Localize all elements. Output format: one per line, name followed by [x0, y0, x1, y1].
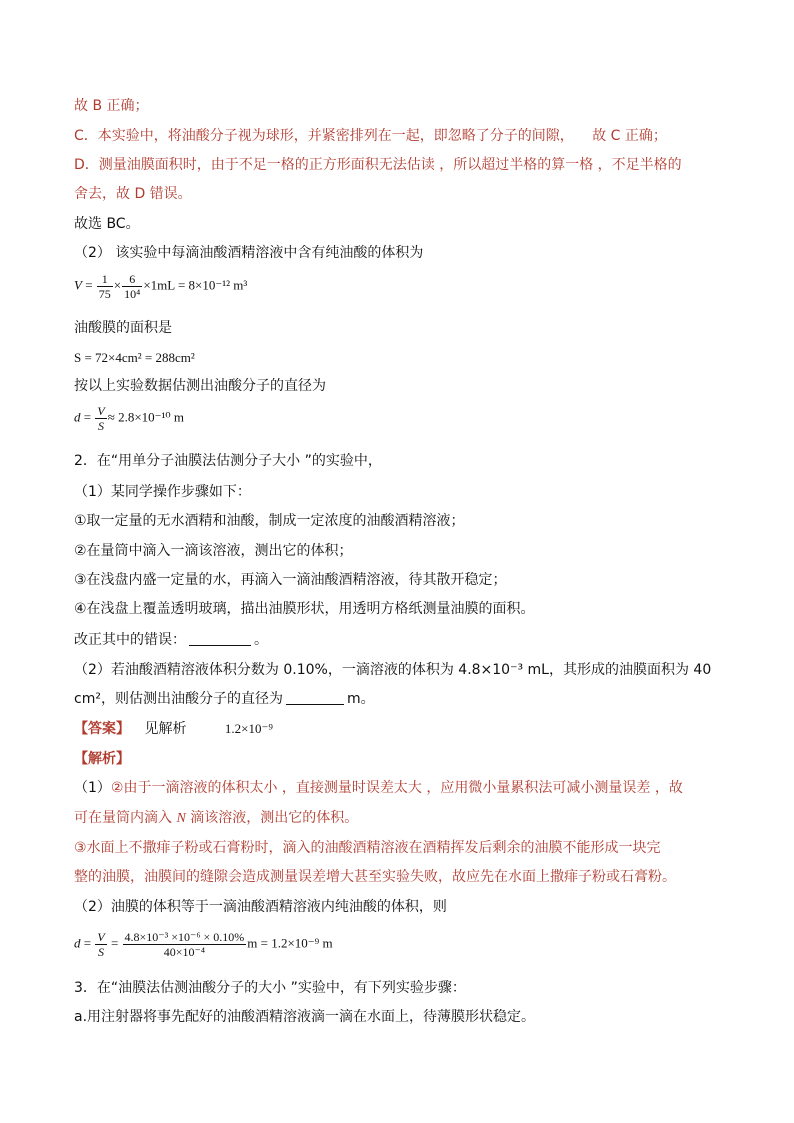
numerator: 1 [97, 272, 113, 287]
text-fragment: ②由于一滴溶液的体积太小 ，直接测量时误差太大 ，应用微小量累积法可减小测量误差 ，故 [110, 780, 683, 796]
numerator: 4.8×10⁻³ ×10⁻⁶ × 0.10% [124, 930, 245, 944]
answer-value: 1.2×10⁻⁹ [224, 721, 273, 736]
eq-symbol: V [74, 277, 82, 293]
step-item: ②在量筒中滴入一滴该溶液，测出它的体积； [74, 543, 353, 559]
answer-blank [189, 631, 251, 646]
text-line [74, 778, 683, 798]
equation-diameter-result [74, 930, 333, 959]
text-line [74, 808, 358, 829]
text-line: （2） 该实验中每滴油酸酒精溶液中含有纯油酸的体积为 [74, 245, 424, 261]
step-item: ④在浅盘上覆盖透明玻璃，描出油膜形状，用透明方格纸测量油膜的面积。 [74, 601, 535, 617]
text-fragment: 。 [254, 632, 268, 648]
fraction [123, 930, 247, 959]
numerator: V [97, 930, 105, 944]
variable-n: N [176, 811, 186, 826]
answer-blank [286, 690, 344, 705]
step-item: a.用注射器将事先配好的油酸酒精溶液滴一滴在水面上，待薄膜形状稳定。 [74, 1009, 536, 1025]
answer-label: 【答案】 [74, 721, 130, 737]
text-line: 舍去，故 D 错误。 [74, 186, 192, 202]
denominator: 40×10⁻⁴ [163, 945, 206, 959]
text-line [74, 689, 375, 709]
eq-text: × [113, 277, 122, 293]
fraction [95, 930, 106, 959]
text-line [74, 126, 667, 146]
step-item: ①取一定量的无水酒精和油酸，制成一定浓度的油酸酒精溶液； [74, 513, 465, 529]
text-fragment: 改正其中的错误： [74, 632, 186, 648]
text-fragment: C．本实验中，将油酸分子视为球形，并紧密排列在一起，即忽略了分子的间隙， [74, 128, 574, 144]
eq-text: ≈ 2.8×10⁻¹⁰ m [107, 409, 184, 425]
step-item: ③在浅盘内盛一定量的水，再滴入一滴油酸酒精溶液，待其散开稳定； [74, 572, 507, 588]
eq-text: = [81, 277, 96, 293]
denominator: 10⁴ [124, 287, 141, 301]
answer-text: 见解析 [144, 721, 187, 737]
equation-area: S = 72×4cm² = 288cm² [74, 350, 195, 365]
text-line: （2）油膜的体积等于一滴油酸酒精溶液内纯油酸的体积，则 [74, 899, 447, 915]
text-fragment: cm²，则估测出油酸分子的直径为 [74, 691, 283, 707]
text-fragment: 可在量筒内滴入 [74, 810, 177, 826]
text-line: （2）若油酸酒精溶液体积分数为 0.10%，一滴溶液的体积为 4.8×10⁻³ mL，其形成的油膜面积为 40 [74, 662, 712, 678]
text-fragment: 滴该溶液，测出它的体积。 [185, 810, 359, 826]
numerator: 6 [122, 272, 142, 287]
text-line: （1）某同学操作步骤如下： [74, 484, 251, 500]
text-line: 故 B 正确； [74, 98, 149, 114]
fraction [97, 272, 113, 301]
eq-symbol: d [74, 935, 81, 951]
eq-text: = [80, 935, 95, 951]
text-line: D．测量油膜面积时，由于不足一格的正方形面积无法估读 ，所以超过半格的算一格 ，不足半格的 [74, 157, 682, 173]
text-line: 故选 BC。 [74, 216, 140, 232]
fraction [95, 404, 106, 433]
text-line: 整的油膜，油膜间的缝隙会造成测量误差增大甚至实验失败，故应先在水面上撒痱子粉或石膏粉。 [74, 869, 676, 885]
denominator: S [98, 419, 105, 433]
denominator: S [98, 945, 105, 959]
text-line: 按以上实验数据估测出油酸分子的直径为 [74, 378, 326, 394]
text-line [74, 630, 268, 650]
eq-text: = [107, 935, 122, 951]
question-title: 2．在“用单分子油膜法估测分子大小 ”的实验中， [74, 453, 382, 469]
text-line: 油酸膜的面积是 [74, 320, 172, 336]
equation-volume [74, 272, 247, 301]
numerator: V [97, 404, 105, 418]
eq-text: = [80, 409, 95, 425]
eq-symbol: d [74, 409, 81, 425]
fraction [122, 272, 142, 301]
text-fragment: （1） [74, 780, 111, 796]
denominator: 75 [98, 287, 111, 301]
text-fragment: 故 C 正确； [592, 128, 667, 144]
analysis-label: 【解析】 [74, 751, 130, 767]
question-title: 3．在“油膜法估测油酸分子的大小 ”实验中，有下列实验步骤： [74, 980, 466, 996]
text-fragment: m。 [346, 691, 375, 707]
answer-line [74, 719, 273, 739]
equation-diameter [74, 404, 184, 433]
eq-text: m = 1.2×10⁻⁹ m [247, 935, 333, 951]
eq-text: ×1mL = 8×10⁻¹² m³ [143, 277, 248, 293]
text-line: ③水面上不撒痱子粉或石膏粉时，滴入的油酸酒精溶液在酒精挥发后剩余的油膜不能形成一块完 [74, 840, 661, 856]
